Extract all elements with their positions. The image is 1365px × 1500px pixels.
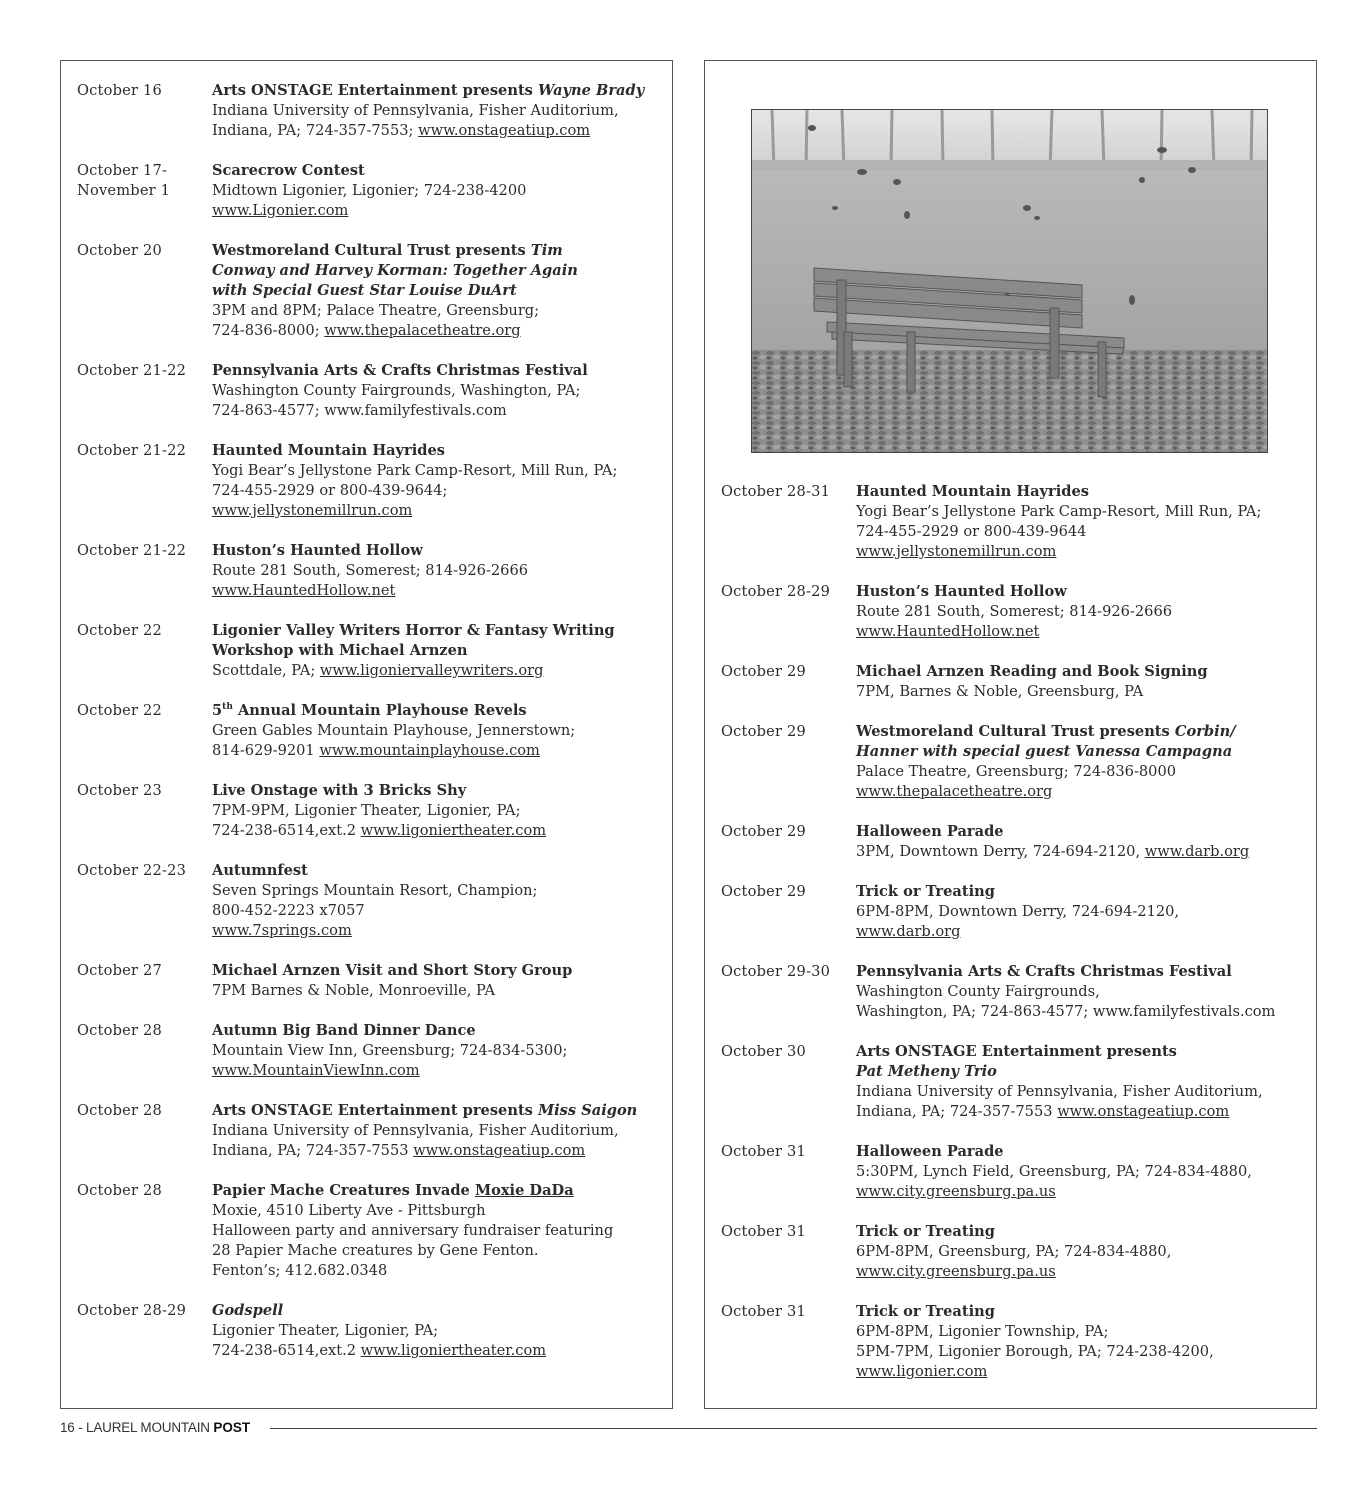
event-detail-line — [856, 902, 1306, 922]
event-text: 7PM, Barnes & Noble, Greensburg, PA — [856, 683, 1144, 700]
event-detail-line — [856, 1362, 1306, 1382]
event-link[interactable]: www.onstageatiup.com — [413, 1142, 586, 1159]
event-title — [212, 241, 662, 261]
event-text: Green Gables Mountain Playhouse, Jennerstown; — [212, 722, 576, 739]
event-detail-line — [212, 901, 662, 921]
event-title — [856, 822, 1306, 842]
event-date: October 27 — [77, 962, 162, 979]
event-detail-line — [856, 842, 1306, 862]
event-text: Ligonier Theater, Ligonier, PA; — [212, 1322, 439, 1339]
event-title — [212, 621, 662, 641]
event-text: 6PM-8PM, Greensburg, PA; 724-834-4880, — [856, 1243, 1172, 1260]
event-date: October 28 — [77, 1102, 162, 1119]
event-text: 5PM-7PM, Ligonier Borough, PA; 724-238-4200, — [856, 1343, 1214, 1360]
event-text: Trick or Treating — [856, 1303, 995, 1320]
event-date: October 29 — [721, 883, 806, 900]
event-text: th — [222, 702, 233, 713]
event-title — [856, 582, 1306, 602]
event-text: Yogi Bear’s Jellystone Park Camp-Resort, Mill Run, PA; — [856, 503, 1262, 520]
event-text: 724-238-6514,ext.2 — [212, 1342, 361, 1359]
event-text: Pat Metheny Trio — [856, 1063, 997, 1080]
event-date: October 29 — [721, 723, 806, 740]
event-title — [212, 161, 662, 181]
event-link[interactable]: Moxie DaDa — [474, 1182, 574, 1199]
event-details — [212, 1101, 672, 1161]
event-details — [212, 1181, 672, 1281]
event-text: Ligonier Valley Writers Horror & Fantasy Writing — [212, 622, 615, 639]
event-text: 814-629-9201 — [212, 742, 320, 759]
event-item — [61, 1021, 672, 1081]
event-link[interactable]: www.city.greensburg.pa.us — [856, 1263, 1056, 1280]
event-text: Arts ONSTAGE Entertainment presents — [856, 1043, 1177, 1060]
event-link[interactable]: www.onstageatiup.com — [418, 122, 591, 139]
event-text: Route 281 South, Somerest; 814-926-2666 — [856, 603, 1173, 620]
event-date: October 21-22 — [77, 442, 187, 459]
event-text: 6PM-8PM, Downtown Derry, 724-694-2120, — [856, 903, 1180, 920]
footer-label — [60, 1418, 250, 1438]
event-detail-line — [856, 682, 1306, 702]
event-text: Halloween party and anniversary fundraiser featuring — [212, 1222, 614, 1239]
event-title — [212, 81, 662, 101]
event-text: 800-452-2223 x7057 — [212, 902, 365, 919]
event-date: October 28 — [77, 1182, 162, 1199]
event-date: October 22 — [77, 702, 162, 719]
event-detail-line — [856, 982, 1306, 1002]
event-item — [705, 482, 1316, 562]
event-link[interactable]: www.onstageatiup.com — [1057, 1103, 1230, 1120]
park-bench-photo — [751, 109, 1268, 453]
event-text: with Special Guest Star Louise DuArt — [212, 282, 517, 299]
event-text: 724-836-8000; — [212, 322, 325, 339]
event-item — [61, 541, 672, 601]
event-item — [705, 1142, 1316, 1202]
event-list-right — [705, 482, 1316, 1402]
event-text: Wayne Brady — [537, 82, 645, 99]
event-details — [856, 722, 1316, 802]
event-text: Arts ONSTAGE Entertainment presents — [212, 82, 538, 99]
event-title — [856, 722, 1306, 742]
event-detail-line — [212, 661, 662, 681]
event-text: Seven Springs Mountain Resort, Champion; — [212, 882, 538, 899]
event-text: Live Onstage with 3 Bricks Shy — [212, 782, 467, 799]
event-item — [61, 1101, 672, 1161]
event-details — [212, 621, 672, 681]
event-detail-line — [856, 1102, 1306, 1122]
page-footer — [60, 1418, 1317, 1438]
event-detail-line — [212, 1261, 662, 1281]
event-details — [212, 961, 672, 1001]
event-text: Washington County Fairgrounds, — [856, 983, 1100, 1000]
event-text: Route 281 South, Somerest; 814-926-2666 — [212, 562, 529, 579]
event-item — [705, 962, 1316, 1022]
event-text: Indiana, PA; 724-357-7553 — [212, 1142, 414, 1159]
event-date: October 29 — [721, 823, 806, 840]
event-details — [212, 161, 672, 221]
event-detail-line — [212, 801, 662, 821]
event-title — [212, 1021, 662, 1041]
event-item — [61, 441, 672, 521]
event-date: October 28-29 — [721, 583, 831, 600]
event-text: Halloween Parade — [856, 823, 1004, 840]
event-text: Trick or Treating — [856, 1223, 995, 1240]
event-text: 724-863-4577; www.familyfestivals.com — [212, 402, 507, 419]
event-text: Tim — [530, 242, 563, 259]
event-date: October 29 — [721, 663, 806, 680]
event-text: Mountain View Inn, Greensburg; 724-834-5300; — [212, 1042, 568, 1059]
event-detail-line — [856, 602, 1306, 622]
publication-name: LAUREL MOUNTAIN — [86, 1420, 210, 1435]
event-detail-line — [856, 1182, 1306, 1202]
event-details — [212, 441, 672, 521]
event-detail-line — [212, 181, 662, 201]
event-details — [856, 1042, 1316, 1122]
event-detail-line — [856, 1062, 1306, 1082]
event-text: Pennsylvania Arts & Crafts Christmas Festival — [856, 963, 1232, 980]
event-detail-line — [212, 401, 662, 421]
event-text: Corbin/ — [1174, 723, 1236, 740]
event-detail-line — [212, 261, 662, 281]
event-title — [212, 541, 662, 561]
event-date: October 28-29 — [77, 1302, 187, 1319]
event-date: October 28-31 — [721, 483, 831, 500]
footer-rule — [270, 1428, 1317, 1429]
event-link[interactable]: www.jellystonemillrun.com — [212, 502, 413, 519]
event-link[interactable]: www.HauntedHollow.net — [856, 623, 1040, 640]
event-detail-line — [212, 481, 662, 501]
event-item — [61, 361, 672, 421]
event-text: Autumn Big Band Dinner Dance — [212, 1022, 476, 1039]
event-text: Huston’s Haunted Hollow — [212, 542, 423, 559]
event-detail-line — [212, 881, 662, 901]
event-date: October 31 — [721, 1223, 806, 1240]
event-text: Workshop with Michael Arnzen — [212, 642, 468, 659]
event-item — [705, 1222, 1316, 1282]
event-text: Scarecrow Contest — [212, 162, 365, 179]
event-detail-line — [212, 501, 662, 521]
event-detail-line — [212, 821, 662, 841]
event-detail-line — [856, 1242, 1306, 1262]
event-details — [856, 882, 1316, 942]
event-text: 6PM-8PM, Ligonier Township, PA; — [856, 1323, 1109, 1340]
event-text: Washington, PA; 724-863-4577; www.familyfestivals.com — [856, 1003, 1276, 1020]
event-item — [705, 882, 1316, 942]
event-text: 7PM Barnes & Noble, Monroeville, PA — [212, 982, 496, 999]
event-text: Indiana University of Pennsylvania, Fisher Auditorium, — [212, 1122, 619, 1139]
event-item — [61, 781, 672, 841]
event-text: Westmoreland Cultural Trust presents — [856, 723, 1175, 740]
event-date: October 17- November 1 — [77, 162, 171, 199]
event-details — [212, 781, 672, 841]
event-detail-line — [856, 762, 1306, 782]
event-detail-line — [212, 1341, 662, 1361]
event-title — [856, 882, 1306, 902]
event-title — [856, 1142, 1306, 1162]
event-detail-line — [212, 1241, 662, 1261]
event-text: Westmoreland Cultural Trust presents — [212, 242, 531, 259]
event-text: Fenton’s; 412.682.0348 — [212, 1262, 388, 1279]
event-details — [856, 962, 1316, 1022]
event-detail-line — [212, 461, 662, 481]
event-text: Papier Mache Creatures Invade — [212, 1182, 475, 1199]
event-text: Conway and Harvey Korman: Together Again — [212, 262, 578, 279]
event-detail-line — [212, 1221, 662, 1241]
event-title — [856, 1302, 1306, 1322]
event-item — [705, 662, 1316, 702]
event-title — [212, 441, 662, 461]
event-text: 28 Papier Mache creatures by Gene Fenton. — [212, 1242, 539, 1259]
event-link[interactable]: www.ligoniertheater.com — [360, 1342, 547, 1359]
event-detail-line — [212, 201, 662, 221]
event-details — [212, 241, 672, 341]
footer-separator: - — [78, 1420, 83, 1435]
event-text: Autumnfest — [212, 862, 308, 879]
event-title — [212, 701, 662, 721]
event-link[interactable]: www.MountainViewInn.com — [212, 1062, 420, 1079]
event-list-left — [61, 81, 672, 1381]
event-details — [856, 1142, 1316, 1202]
event-detail-line — [212, 101, 662, 121]
event-item — [705, 822, 1316, 862]
event-detail-line — [856, 522, 1306, 542]
event-item — [61, 621, 672, 681]
event-title — [212, 781, 662, 801]
event-detail-line — [856, 1162, 1306, 1182]
event-text: Indiana University of Pennsylvania, Fisher Auditorium, — [856, 1083, 1263, 1100]
event-detail-line — [212, 1061, 662, 1081]
event-text: Moxie, 4510 Liberty Ave - Pittsburgh — [212, 1202, 486, 1219]
event-text: Halloween Parade — [856, 1143, 1004, 1160]
event-date: October 23 — [77, 782, 162, 799]
event-title — [212, 1301, 662, 1321]
event-text: Haunted Mountain Hayrides — [212, 442, 445, 459]
event-date: October 28 — [77, 1022, 162, 1039]
event-detail-line — [212, 1201, 662, 1221]
event-text: 3PM and 8PM; Palace Theatre, Greensburg; — [212, 302, 540, 319]
right-event-panel — [704, 60, 1317, 1409]
event-link[interactable]: www.city.greensburg.pa.us — [856, 1183, 1056, 1200]
event-link[interactable]: www.Ligonier.com — [212, 202, 349, 219]
event-details — [212, 861, 672, 941]
event-detail-line — [212, 921, 662, 941]
event-text: 724-455-2929 or 800-439-9644 — [856, 523, 1087, 540]
event-detail-line — [212, 641, 662, 661]
event-details — [212, 81, 672, 141]
event-date: October 22 — [77, 622, 162, 639]
event-detail-line — [856, 742, 1306, 762]
event-detail-line — [212, 1321, 662, 1341]
event-date: October 20 — [77, 242, 162, 259]
event-details — [212, 361, 672, 421]
event-item — [705, 1302, 1316, 1382]
event-link[interactable]: www.jellystonemillrun.com — [856, 543, 1057, 560]
event-details — [856, 822, 1316, 862]
event-details — [856, 482, 1316, 562]
event-details — [212, 701, 672, 761]
event-title — [856, 1222, 1306, 1242]
event-item — [61, 861, 672, 941]
event-title — [212, 861, 662, 881]
event-title — [212, 1181, 662, 1201]
event-title — [856, 962, 1306, 982]
event-details — [856, 1302, 1316, 1382]
event-detail-line — [212, 581, 662, 601]
event-text: 724-238-6514,ext.2 — [212, 822, 361, 839]
event-text: Yogi Bear’s Jellystone Park Camp-Resort, Mill Run, PA; — [212, 462, 618, 479]
event-item — [705, 722, 1316, 802]
event-date: October 21-22 — [77, 542, 187, 559]
event-date: October 16 — [77, 82, 162, 99]
event-detail-line — [856, 502, 1306, 522]
event-detail-line — [856, 782, 1306, 802]
event-text: Michael Arnzen Visit and Short Story Group — [212, 962, 573, 979]
event-item — [705, 1042, 1316, 1122]
event-link[interactable]: www.ligonier.com — [856, 1363, 988, 1380]
page-number: 16 — [60, 1420, 75, 1435]
event-link[interactable]: www.7springs.com — [212, 922, 352, 939]
event-link[interactable]: www.HauntedHollow.net — [212, 582, 396, 599]
event-title — [856, 662, 1306, 682]
event-detail-line — [212, 981, 662, 1001]
event-link[interactable]: www.thepalacetheatre.org — [856, 783, 1053, 800]
event-title — [856, 482, 1306, 502]
event-text: Indiana, PA; 724-357-7553 — [856, 1103, 1058, 1120]
event-item — [61, 81, 672, 141]
event-details — [856, 662, 1316, 702]
event-text: Godspell — [212, 1302, 284, 1319]
event-text: 5 — [212, 702, 223, 719]
park-bench-autumn-photo-icon — [752, 110, 1268, 453]
event-text: Pennsylvania Arts & Crafts Christmas Festival — [212, 362, 588, 379]
event-detail-line — [856, 922, 1306, 942]
event-text: Midtown Ligonier, Ligonier; 724-238-4200 — [212, 182, 527, 199]
event-details — [856, 1222, 1316, 1282]
event-detail-line — [212, 1041, 662, 1061]
event-item — [61, 961, 672, 1001]
event-title — [212, 1101, 662, 1121]
event-text: Trick or Treating — [856, 883, 995, 900]
event-item — [61, 1181, 672, 1281]
event-details — [212, 1021, 672, 1081]
event-link[interactable]: www.ligoniertheater.com — [360, 822, 547, 839]
event-detail-line — [856, 1002, 1306, 1022]
event-link[interactable]: www.mountainplayhouse.com — [319, 742, 540, 759]
event-text: Hanner with special guest Vanessa Campagna — [856, 743, 1233, 760]
event-details — [856, 582, 1316, 642]
event-detail-line — [212, 381, 662, 401]
event-text: Scottdale, PA; — [212, 662, 320, 679]
event-item — [705, 582, 1316, 642]
event-text: Annual Mountain Playhouse Revels — [232, 702, 527, 719]
event-title — [212, 361, 662, 381]
publication-name-bold: POST — [213, 1420, 251, 1435]
event-date: October 31 — [721, 1143, 806, 1160]
event-link[interactable]: www.darb.org — [1144, 843, 1250, 860]
event-title — [856, 1042, 1306, 1062]
event-date: October 29-30 — [721, 963, 831, 980]
event-detail-line — [856, 1342, 1306, 1362]
event-text: 5:30PM, Lynch Field, Greensburg, PA; 724-834-4880, — [856, 1163, 1252, 1180]
event-text: 724-455-2929 or 800-439-9644; — [212, 482, 448, 499]
event-date: October 22-23 — [77, 862, 187, 879]
event-text: Palace Theatre, Greensburg; 724-836-8000 — [856, 763, 1177, 780]
event-date: October 21-22 — [77, 362, 187, 379]
event-detail-line — [856, 1322, 1306, 1342]
event-text: Miss Saigon — [537, 1102, 638, 1119]
event-text: Michael Arnzen Reading and Book Signing — [856, 663, 1208, 680]
event-title — [212, 961, 662, 981]
event-detail-line — [856, 542, 1306, 562]
event-detail-line — [212, 121, 662, 141]
event-detail-line — [212, 721, 662, 741]
event-detail-line — [212, 1121, 662, 1141]
event-detail-line — [856, 622, 1306, 642]
event-detail-line — [212, 301, 662, 321]
event-text: Indiana, PA; 724-357-7553; — [212, 122, 419, 139]
event-text: 3PM, Downtown Derry, 724-694-2120, — [856, 843, 1145, 860]
event-text: Indiana University of Pennsylvania, Fisher Auditorium, — [212, 102, 619, 119]
event-item — [61, 701, 672, 761]
event-date: October 31 — [721, 1303, 806, 1320]
event-detail-line — [212, 741, 662, 761]
event-text: Huston’s Haunted Hollow — [856, 583, 1067, 600]
event-date: October 30 — [721, 1043, 806, 1060]
event-detail-line — [856, 1262, 1306, 1282]
event-detail-line — [212, 1141, 662, 1161]
event-text: Haunted Mountain Hayrides — [856, 483, 1089, 500]
event-link[interactable]: www.ligoniervalleywriters.org — [319, 662, 544, 679]
event-item — [61, 241, 672, 341]
event-details — [212, 541, 672, 601]
event-text: 7PM-9PM, Ligonier Theater, Ligonier, PA; — [212, 802, 521, 819]
event-text: Washington County Fairgrounds, Washington, PA; — [212, 382, 581, 399]
event-link[interactable]: www.thepalacetheatre.org — [324, 322, 521, 339]
event-detail-line — [212, 321, 662, 341]
event-detail-line — [212, 561, 662, 581]
event-detail-line — [212, 281, 662, 301]
event-link[interactable]: www.darb.org — [856, 923, 961, 940]
event-text: Arts ONSTAGE Entertainment presents — [212, 1102, 538, 1119]
event-item — [61, 161, 672, 221]
event-details — [212, 1301, 672, 1361]
event-detail-line — [856, 1082, 1306, 1102]
left-event-panel — [60, 60, 673, 1409]
event-item — [61, 1301, 672, 1361]
